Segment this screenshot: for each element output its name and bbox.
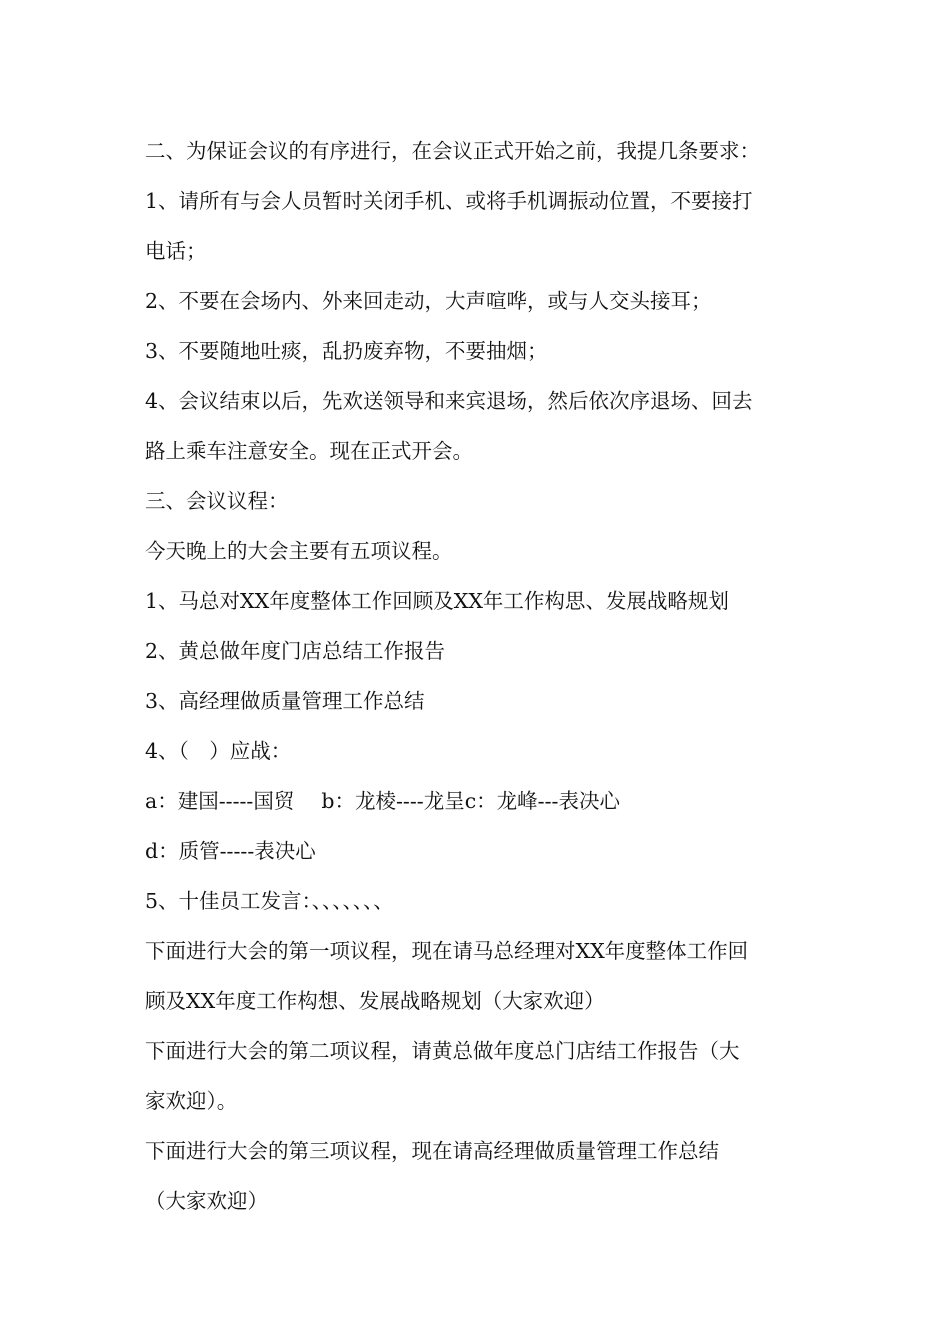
requirement-item-4: 4、会议结束以后，先欢送领导和来宾退场，然后依次序退场、回去 [145, 389, 753, 413]
program-step-2: 下面进行大会的第二项议程，请黄总做年度总门店结工作报告（大 [145, 1039, 740, 1063]
agenda-item-3: 3、高经理做质量管理工作总结 [145, 689, 425, 713]
requirement-item-1: 1、请所有与会人员暂时关闭手机、或将手机调振动位置，不要接打 [145, 189, 753, 213]
requirement-item-1-continued: 电话； [145, 239, 207, 263]
requirement-item-3: 3、不要随地吐痰，乱扔废弃物，不要抽烟； [145, 339, 548, 363]
requirement-item-2: 2、不要在会场内、外来回走动，大声喧哗，或与人交头接耳； [145, 289, 712, 313]
program-step-2-continued: 家欢迎）。 [145, 1089, 238, 1113]
agenda-intro: 今天晚上的大会主要有五项议程。 [145, 539, 453, 563]
program-step-1: 下面进行大会的第一项议程，现在请马总经理对XX年度整体工作回 [145, 939, 749, 963]
agenda-item-4-sub-a-b-c: a：建国-----国贸 b：龙棱----龙呈c：龙峰---表决心 [145, 789, 620, 813]
agenda-item-5: 5、十佳员工发言：、、、、、、、 [145, 889, 394, 913]
agenda-item-4: 4、（ ）应战： [145, 739, 292, 763]
agenda-item-2: 2、黄总做年度门店总结工作报告 [145, 639, 446, 663]
program-step-3: 下面进行大会的第三项议程，现在请高经理做质量管理工作总结 [145, 1139, 719, 1163]
section-heading-agenda: 三、会议议程： [145, 489, 289, 513]
requirement-item-4-continued: 路上乘车注意安全。现在正式开会。 [145, 439, 473, 463]
agenda-item-1: 1、马总对XX年度整体工作回顾及XX年工作构思、发展战略规划 [145, 589, 729, 613]
agenda-item-4-sub-d: d：质管-----表决心 [145, 839, 316, 863]
program-step-3-continued: （大家欢迎） [145, 1189, 268, 1213]
program-step-1-continued: 顾及XX年度工作构想、发展战略规划（大家欢迎） [145, 989, 605, 1013]
section-heading-requirements: 二、为保证会议的有序进行，在会议正式开始之前，我提几条要求： [145, 139, 760, 163]
